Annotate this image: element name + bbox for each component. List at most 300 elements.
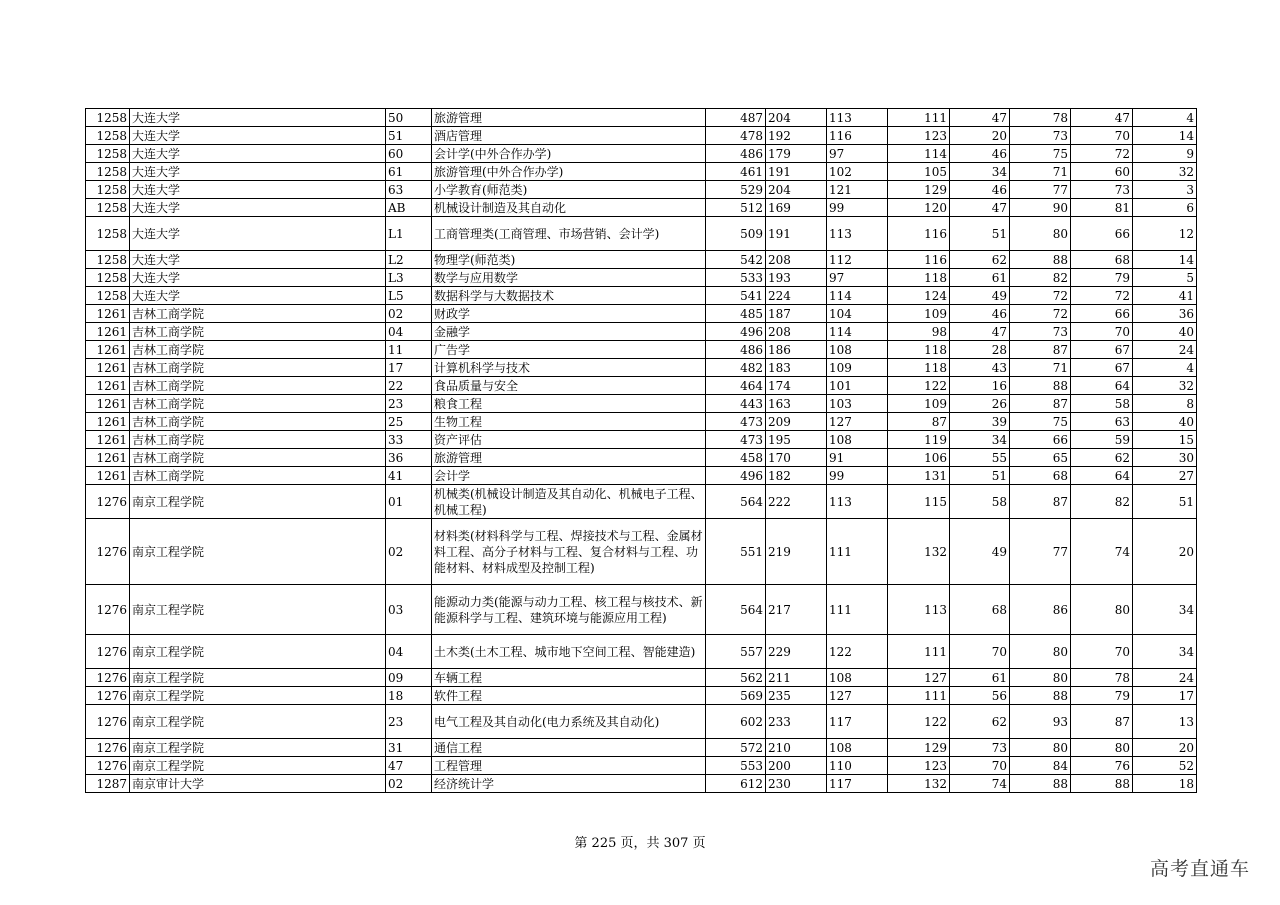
table-cell: 193 [766,269,827,287]
table-cell: 204 [766,181,827,199]
table-cell: 191 [766,163,827,181]
table-cell: 108 [827,669,888,687]
table-cell: 小学教育(师范类) [432,181,706,199]
table-cell: 1261 [86,305,130,323]
table-cell: 87 [1010,485,1071,519]
table-cell: 34 [1133,635,1197,669]
table-cell: 大连大学 [130,287,386,305]
table-cell: 123 [888,757,950,775]
table-row [86,739,1197,757]
table-cell: 47 [950,199,1010,217]
table-row [86,287,1197,305]
table-cell: 4 [1133,109,1197,127]
table-cell: 吉林工商学院 [130,341,386,359]
table-cell: 62 [950,251,1010,269]
table-cell: 169 [766,199,827,217]
table-cell: 5 [1133,269,1197,287]
table-cell: 72 [1010,287,1071,305]
table-cell: 127 [827,413,888,431]
table-cell: 458 [706,449,766,467]
table-cell: 191 [766,217,827,251]
table-row [86,341,1197,359]
table-cell: 61 [950,269,1010,287]
table-cell: 47 [950,109,1010,127]
table-cell: 87 [1010,341,1071,359]
table-cell: 1276 [86,485,130,519]
table-cell: 生物工程 [432,413,706,431]
table-cell: 129 [888,739,950,757]
table-cell: 73 [950,739,1010,757]
table-row [86,145,1197,163]
table-cell: 广告学 [432,341,706,359]
table-cell: 34 [950,163,1010,181]
table-cell: 78 [1010,109,1071,127]
table-cell: 32 [1133,163,1197,181]
table-cell: 12 [1133,217,1197,251]
table-row [86,217,1197,251]
table-cell: 南京工程学院 [130,757,386,775]
table-cell: 117 [827,705,888,739]
table-cell: 82 [1010,269,1071,287]
table-cell: 58 [950,485,1010,519]
table-cell: 118 [888,269,950,287]
table-cell: 酒店管理 [432,127,706,145]
table-cell: 大连大学 [130,217,386,251]
table-row [86,585,1197,635]
table-row [86,163,1197,181]
table-cell: 70 [1071,635,1133,669]
table-cell: 114 [888,145,950,163]
table-cell: 大连大学 [130,145,386,163]
table-row [86,305,1197,323]
table-cell: 81 [1071,199,1133,217]
table-cell: 18 [386,687,432,705]
table-cell: 66 [1010,431,1071,449]
table-cell: 208 [766,323,827,341]
table-cell: 吉林工商学院 [130,377,386,395]
table-cell: 68 [950,585,1010,635]
table-cell: 111 [827,585,888,635]
table-cell: 75 [1010,413,1071,431]
table-cell: 41 [386,467,432,485]
table-cell: 230 [766,775,827,793]
table-cell: 200 [766,757,827,775]
table-cell: 1276 [86,669,130,687]
table-cell: 14 [1133,127,1197,145]
table-cell: 20 [1133,519,1197,585]
watermark-text: 高考直通车 [1149,858,1250,880]
table-cell: 509 [706,217,766,251]
table-cell: 1258 [86,251,130,269]
table-cell: 529 [706,181,766,199]
table-cell: 122 [888,377,950,395]
table-cell: 大连大学 [130,109,386,127]
table-cell: 03 [386,585,432,635]
table-cell: 1258 [86,127,130,145]
table-cell: 3 [1133,181,1197,199]
table-cell: 210 [766,739,827,757]
table-cell: 4 [1133,359,1197,377]
table-cell: 会计学 [432,467,706,485]
table-cell: 111 [827,519,888,585]
table-cell: 能源动力类(能源与动力工程、核工程与核技术、新能源科学与工程、建筑环境与能源应用工程) [432,585,706,635]
table-cell: 99 [827,199,888,217]
table-cell: 58 [1071,395,1133,413]
table-cell: 16 [950,377,1010,395]
table-cell: 金融学 [432,323,706,341]
table-cell: 542 [706,251,766,269]
table-cell: 70 [950,757,1010,775]
table-cell: 612 [706,775,766,793]
table-row [86,519,1197,585]
table-cell: 物理学(师范类) [432,251,706,269]
table-cell: 80 [1071,739,1133,757]
table-cell: 南京审计大学 [130,775,386,793]
table-row [86,413,1197,431]
table-cell: 473 [706,413,766,431]
table-cell: 18 [1133,775,1197,793]
table-cell: 114 [827,323,888,341]
table-cell: 73 [1010,323,1071,341]
table-cell: 76 [1071,757,1133,775]
table-row [86,109,1197,127]
table-cell: 1258 [86,163,130,181]
table-cell: 17 [1133,687,1197,705]
table-cell: AB [386,199,432,217]
table-cell: 材料类(材料科学与工程、焊接技术与工程、金属材料工程、高分子材料与工程、复合材料与工程、功能材料、材料成型及控制工程) [432,519,706,585]
table-cell: 97 [827,269,888,287]
table-cell: 109 [888,305,950,323]
table-cell: 1276 [86,687,130,705]
table-cell: 163 [766,395,827,413]
table-cell: 吉林工商学院 [130,359,386,377]
table-cell: 487 [706,109,766,127]
table-cell: 南京工程学院 [130,585,386,635]
table-cell: 533 [706,269,766,287]
table-cell: 88 [1010,251,1071,269]
table-cell: 127 [888,669,950,687]
table-cell: 9 [1133,145,1197,163]
table-cell: 40 [1133,323,1197,341]
table-cell: 14 [1133,251,1197,269]
table-cell: 52 [1133,757,1197,775]
table-cell: 南京工程学院 [130,739,386,757]
table-cell: 41 [1133,287,1197,305]
table-cell: 80 [1071,585,1133,635]
table-cell: 62 [1071,449,1133,467]
table-cell: 工商管理类(工商管理、市场营销、会计学) [432,217,706,251]
table-cell: 120 [888,199,950,217]
table-cell: 512 [706,199,766,217]
table-cell: 17 [386,359,432,377]
table-cell: 564 [706,485,766,519]
admission-score-table [85,108,1197,793]
table-cell: 67 [1071,341,1133,359]
table-cell: 195 [766,431,827,449]
table-cell: 115 [888,485,950,519]
table-cell: 87 [1071,705,1133,739]
table-cell: 23 [386,395,432,413]
table-cell: 吉林工商学院 [130,305,386,323]
table-cell: 496 [706,467,766,485]
table-cell: 1258 [86,269,130,287]
table-cell: 旅游管理 [432,449,706,467]
table-cell: 72 [1010,305,1071,323]
table-cell: 90 [1010,199,1071,217]
table-cell: 80 [1010,669,1071,687]
table-cell: 02 [386,775,432,793]
table-cell: 106 [888,449,950,467]
table-cell: 116 [888,217,950,251]
table-cell: 62 [950,705,1010,739]
table-cell: 75 [1010,145,1071,163]
table-cell: 97 [827,145,888,163]
table-cell: 116 [827,127,888,145]
table-cell: 79 [1071,269,1133,287]
table-cell: 吉林工商学院 [130,467,386,485]
table-cell: 186 [766,341,827,359]
table-cell: 22 [386,377,432,395]
table-cell: 大连大学 [130,181,386,199]
table-cell: 旅游管理(中外合作办学) [432,163,706,181]
table-cell: 121 [827,181,888,199]
table-cell: 64 [1071,467,1133,485]
table-cell: 1258 [86,217,130,251]
table-cell: 204 [766,109,827,127]
table-cell: 117 [827,775,888,793]
table-cell: 170 [766,449,827,467]
table-cell: 34 [1133,585,1197,635]
table-cell: 541 [706,287,766,305]
table-cell: 65 [1010,449,1071,467]
table-cell: 93 [1010,705,1071,739]
table-cell: 大连大学 [130,251,386,269]
table-cell: 80 [1010,635,1071,669]
table-cell: 南京工程学院 [130,705,386,739]
table-cell: 61 [950,669,1010,687]
table-cell: 109 [827,359,888,377]
table-cell: 80 [1010,739,1071,757]
table-cell: 70 [1071,323,1133,341]
table-cell: 土木类(土木工程、城市地下空间工程、智能建造) [432,635,706,669]
table-cell: 224 [766,287,827,305]
table-cell: 南京工程学院 [130,635,386,669]
table-cell: 485 [706,305,766,323]
table-cell: 大连大学 [130,127,386,145]
table-cell: 109 [888,395,950,413]
table-row [86,449,1197,467]
table-cell: 132 [888,775,950,793]
table-cell: 20 [950,127,1010,145]
table-cell: 02 [386,305,432,323]
table-cell: 计算机科学与技术 [432,359,706,377]
table-cell: 8 [1133,395,1197,413]
table-cell: 旅游管理 [432,109,706,127]
table-cell: 119 [888,431,950,449]
table-cell: L2 [386,251,432,269]
table-cell: 吉林工商学院 [130,413,386,431]
table-cell: 63 [386,181,432,199]
page-footer: 第 225 页，共 307 页 [574,836,706,851]
table-cell: 70 [950,635,1010,669]
table-cell: 1258 [86,109,130,127]
table-cell: 南京工程学院 [130,687,386,705]
table-cell: 机械设计制造及其自动化 [432,199,706,217]
table-cell: 73 [1010,127,1071,145]
table-cell: 123 [888,127,950,145]
table-cell: 101 [827,377,888,395]
table-cell: 1261 [86,467,130,485]
table-cell: 60 [1071,163,1133,181]
table-cell: 1258 [86,287,130,305]
table-cell: 118 [888,359,950,377]
table-cell: 大连大学 [130,163,386,181]
table-cell: 51 [950,217,1010,251]
table-cell: 59 [1071,431,1133,449]
table-cell: 47 [1071,109,1133,127]
table-cell: 187 [766,305,827,323]
table-cell: 222 [766,485,827,519]
table-cell: L1 [386,217,432,251]
table-cell: 103 [827,395,888,413]
table-row [86,431,1197,449]
table-cell: 111 [888,109,950,127]
table-cell: 1276 [86,635,130,669]
table-cell: 116 [888,251,950,269]
table-cell: 71 [1010,163,1071,181]
table-cell: 174 [766,377,827,395]
table-cell: L5 [386,287,432,305]
table-cell: 112 [827,251,888,269]
table-cell: 496 [706,323,766,341]
table-cell: 43 [950,359,1010,377]
table-cell: 122 [888,705,950,739]
table-cell: 113 [827,217,888,251]
table-cell: 50 [386,109,432,127]
table-cell: 217 [766,585,827,635]
table-cell: 1261 [86,449,130,467]
table-cell: 461 [706,163,766,181]
table-row [86,251,1197,269]
table-cell: 39 [950,413,1010,431]
table-cell: 110 [827,757,888,775]
table-cell: 108 [827,431,888,449]
table-cell: 24 [1133,341,1197,359]
table-cell: 564 [706,585,766,635]
table-cell: 1276 [86,705,130,739]
table-cell: 80 [1010,217,1071,251]
table-cell: L3 [386,269,432,287]
table-cell: 吉林工商学院 [130,431,386,449]
table-cell: 82 [1071,485,1133,519]
table-cell: 机械类(机械设计制造及其自动化、机械电子工程、机械工程) [432,485,706,519]
table-cell: 46 [950,181,1010,199]
table-cell: 551 [706,519,766,585]
table-cell: 47 [950,323,1010,341]
table-cell: 15 [1133,431,1197,449]
table-cell: 562 [706,669,766,687]
table-cell: 87 [1010,395,1071,413]
table-cell: 569 [706,687,766,705]
table-cell: 食品质量与安全 [432,377,706,395]
table-cell: 72 [1071,145,1133,163]
table-row [86,323,1197,341]
table-cell: 13 [1133,705,1197,739]
table-cell: 88 [1010,687,1071,705]
table-cell: 24 [1133,669,1197,687]
table-cell: 吉林工商学院 [130,323,386,341]
table-row [86,181,1197,199]
table-cell: 74 [1071,519,1133,585]
table-cell: 南京工程学院 [130,485,386,519]
table-cell: 182 [766,467,827,485]
table-cell: 118 [888,341,950,359]
table-cell: 51 [386,127,432,145]
table-cell: 102 [827,163,888,181]
table-cell: 25 [386,413,432,431]
table-cell: 资产评估 [432,431,706,449]
table-cell: 51 [1133,485,1197,519]
table-cell: 09 [386,669,432,687]
table-cell: 软件工程 [432,687,706,705]
table-cell: 电气工程及其自动化(电力系统及其自动化) [432,705,706,739]
table-cell: 478 [706,127,766,145]
table-row [86,705,1197,739]
table-cell: 77 [1010,181,1071,199]
table-cell: 1276 [86,585,130,635]
table-cell: 1261 [86,359,130,377]
table-cell: 68 [1071,251,1133,269]
table-cell: 88 [1010,377,1071,395]
table-cell: 108 [827,739,888,757]
table-cell: 233 [766,705,827,739]
table-cell: 01 [386,485,432,519]
table-cell: 229 [766,635,827,669]
table-row [86,269,1197,287]
table-cell: 61 [386,163,432,181]
table-cell: 104 [827,305,888,323]
table-cell: 49 [950,287,1010,305]
table-cell: 车辆工程 [432,669,706,687]
table-cell: 数学与应用数学 [432,269,706,287]
table-cell: 27 [1133,467,1197,485]
table-cell: 1261 [86,377,130,395]
table-cell: 113 [827,109,888,127]
table-cell: 235 [766,687,827,705]
table-cell: 553 [706,757,766,775]
table-cell: 6 [1133,199,1197,217]
table-cell: 114 [827,287,888,305]
table-cell: 36 [386,449,432,467]
table-cell: 132 [888,519,950,585]
table-cell: 63 [1071,413,1133,431]
table-cell: 108 [827,341,888,359]
table-cell: 南京工程学院 [130,669,386,687]
table-cell: 111 [888,687,950,705]
table-cell: 464 [706,377,766,395]
table-cell: 572 [706,739,766,757]
table-cell: 183 [766,359,827,377]
table-cell: 1276 [86,757,130,775]
table-row [86,377,1197,395]
table-cell: 1276 [86,519,130,585]
table-cell: 28 [950,341,1010,359]
table-cell: 30 [1133,449,1197,467]
table-cell: 88 [1071,775,1133,793]
table-cell: 64 [1071,377,1133,395]
table-row [86,467,1197,485]
table-cell: 557 [706,635,766,669]
